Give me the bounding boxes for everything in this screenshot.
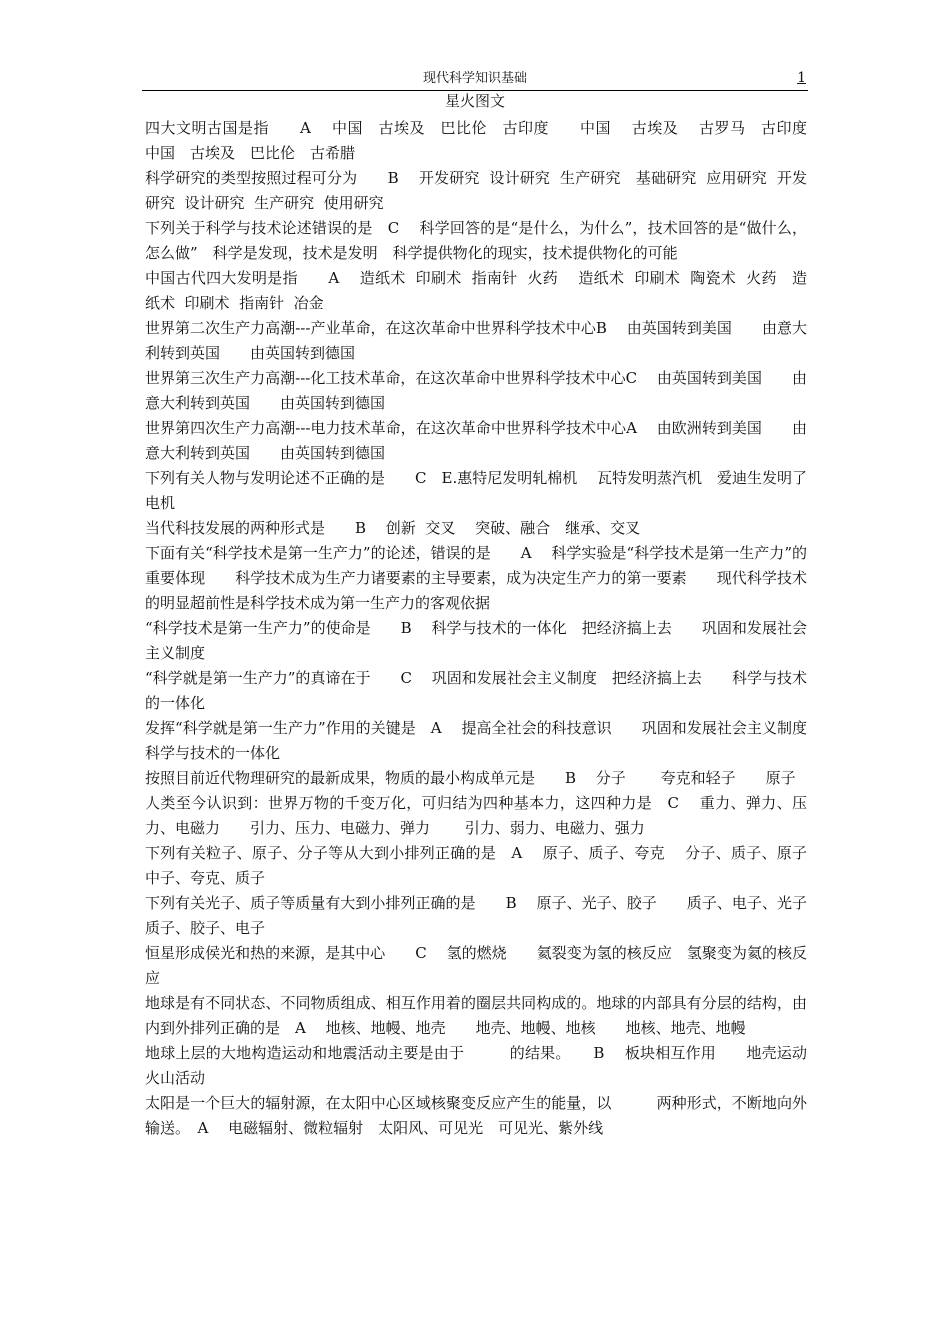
question-item: 世界第三次生产力高潮---化工技术革命，在这次革命中世界科学技术中心C 由英国转到美国 由意大利转到英国 由英国转到德国 [145,369,807,412]
question-item: 地球上层的大地构造运动和地震活动主要是由于 的结果。 B 板块相互作用 地壳运动 火山活动 [145,1044,838,1087]
document-subtitle: 星火图文 [444,92,505,110]
question-item: 下列有关光子、质子等质量有大到小排列正确的是 B 原子、光子、胶子 质子、电子、光子 质子、胶子、电子 [145,894,838,937]
question-item: 下列有关人物与发明论述不正确的是 C E.惠特尼发明轧棉机 瓦特发明蒸汽机 爱迪生发明了电机 [145,469,807,512]
question-item: 四大文明古国是指 A 中国 古埃及 巴比伦 古印度 中国 古埃及 古罗马 古印度 中国 古埃及 巴比伦 古希腊 [145,119,823,162]
question-item: 当代科技发展的两种形式是 B 创新 交叉 突破、融合 继承、交叉 [145,519,641,537]
page-number: 1 [797,70,806,86]
question-item: 恒星形成侯光和热的来源，是其中心 C 氢的燃烧 氦裂变为氢的核反应 氢聚变为氦的核反应 [145,944,807,987]
question-item: “科学就是第一生产力”的真谛在于 C 巩固和发展社会主义制度 把经济搞上去 科学与技术的一体化 [145,669,807,712]
question-item: 世界第四次生产力高潮---电力技术革命，在这次革命中世界科学技术中心A 由欧洲转到美国 由意大利转到英国 由英国转到德国 [145,419,807,462]
page-header [142,70,808,91]
question-item: 下列关于科学与技术论述错误的是 C 科学回答的是“是什么，为什么”，技术回答的是“做什么，怎么做” 科学是发现，技术是发明 科学提供物化的现实，技术提供物化的可能 [145,219,807,262]
question-item: “科学技术是第一生产力”的使命是 B 科学与技术的一体化 把经济搞上去 巩固和发展社会主义制度 [145,619,807,662]
question-item: 世界第二次生产力高潮---产业革命，在这次革命中世界科学技术中心B 由英国转到美国 由意大利转到英国 由英国转到德国 [145,319,807,362]
question-item: 中国古代四大发明是指 A 造纸术 印刷术 指南针 火药 造纸术 印刷术 陶瓷术 火药 造纸术 印刷术 指南针 冶金 [145,269,807,312]
question-item: 下列有关粒子、原子、分子等从大到小排列正确的是 A 原子、质子、夸克 分子、质子、原子 中子、夸克、质子 [145,844,838,887]
question-item: 人类至今认识到：世界万物的千变万化，可归结为四种基本力，这四种力是 C 重力、弹力、压力、电磁力 引力、压力、电磁力、弹力 引力、弱力、电磁力、强力 [145,794,807,837]
question-item: 科学研究的类型按照过程可分为 B 开发研究 设计研究 生产研究 基础研究 应用研究 开发研究 设计研究 生产研究 使用研究 [145,169,807,212]
question-item: 发挥“科学就是第一生产力”作用的关键是 A 提高全社会的科技意识 巩固和发展社会主义制度 科学与技术的一体化 [145,719,838,762]
question-item: 下面有关“科学技术是第一生产力”的论述，错误的是 A 科学实验是“科学技术是第一生产力”的重要体现 科学技术成为生产力诸要素的主导要素，成为决定生产力的第一要素 现代科学技术的明显超前性是科学技术成为第一生产力的客观依据 [145,544,807,612]
question-item: 地球是有不同状态、不同物质组成、相互作用着的圈层共同构成的。地球的内部具有分层的结构，由内到外排列正确的是 A 地核、地幔、地壳 地壳、地幔、地核 地核、地壳、地幔 [145,994,807,1037]
header-title: 现代科学知识基础 [422,71,527,86]
question-item: 太阳是一个巨大的辐射源，在太阳中心区域核聚变反应产生的能量，以 两种形式，不断地向外输送。 A 电磁辐射、微粒辐射 太阳风、可见光 可见光、紫外线 [145,1094,807,1137]
question-list [145,116,838,1141]
question-item: 按照目前近代物理研究的最新成果，物质的最小构成单元是 B 分子 夸克和轻子 原子 [145,769,796,787]
